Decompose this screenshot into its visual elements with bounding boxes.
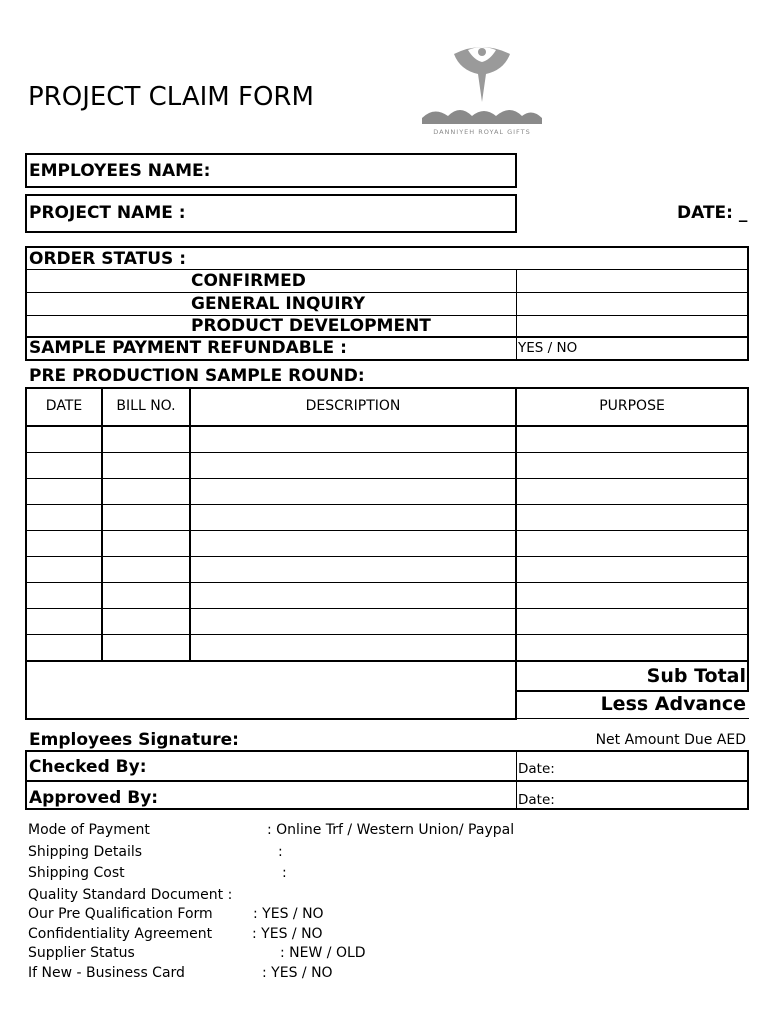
table-row[interactable] (26, 452, 748, 453)
notes-area[interactable] (25, 660, 517, 720)
sample-round-heading: PRE PRODUCTION SAMPLE ROUND: (29, 366, 365, 386)
table-row[interactable] (26, 634, 748, 635)
column-divider (189, 388, 191, 661)
sub-total-label: Sub Total (646, 665, 746, 687)
table-header-divider (26, 425, 748, 427)
divider (515, 718, 749, 719)
detail-label-quality-document: Quality Standard Document : (28, 887, 233, 903)
less-advance-label: Less Advance (600, 693, 746, 715)
detail-value-shipping-cost: : (282, 865, 287, 881)
detail-value-business-card: : YES / NO (262, 965, 333, 981)
table-row[interactable] (26, 582, 748, 583)
column-header-bill-no: BILL NO. (116, 398, 176, 414)
detail-value-supplier-status: : NEW / OLD (280, 945, 366, 961)
table-row[interactable] (26, 478, 748, 479)
net-amount-label: Net Amount Due AED (595, 732, 746, 748)
page-title: PROJECT CLAIM FORM (28, 82, 314, 112)
table-row[interactable] (26, 556, 748, 557)
approved-by-label: Approved By: (29, 788, 159, 808)
table-row[interactable] (26, 530, 748, 531)
sample-payment-value[interactable]: YES / NO (518, 340, 578, 356)
detail-label-supplier-status: Supplier Status (28, 945, 135, 961)
date-field[interactable]: DATE: _ (677, 203, 748, 223)
detail-label-shipping-details: Shipping Details (28, 844, 143, 860)
divider (26, 780, 748, 782)
divider (26, 292, 748, 293)
column-header-date: DATE (45, 398, 83, 414)
company-logo (414, 40, 550, 140)
employee-signature-label: Employees Signature: (29, 730, 239, 750)
detail-label-business-card: If New - Business Card (28, 965, 185, 981)
detail-value-payment: : Online Trf / Western Union/ Paypal (267, 822, 515, 838)
status-option-product-development[interactable]: PRODUCT DEVELOPMENT (191, 316, 431, 336)
divider (26, 269, 748, 270)
checked-by-date[interactable]: Date: (518, 761, 555, 777)
employees-name-label: EMPLOYEES NAME: (29, 161, 211, 181)
divider (516, 751, 517, 809)
sample-payment-label: SAMPLE PAYMENT REFUNDABLE : (29, 338, 347, 358)
checked-by-label: Checked By: (29, 757, 147, 777)
sample-round-table (25, 387, 749, 662)
detail-label-shipping-cost: Shipping Cost (28, 865, 125, 881)
order-status-label: ORDER STATUS : (29, 249, 186, 269)
divider (747, 660, 749, 692)
approved-by-date[interactable]: Date: (518, 792, 555, 808)
divider (516, 270, 517, 360)
table-row[interactable] (26, 608, 748, 609)
column-divider (515, 388, 517, 661)
status-option-confirmed[interactable]: CONFIRMED (191, 271, 306, 291)
column-header-description: DESCRIPTION (305, 398, 401, 414)
detail-label-pre-qualification: Our Pre Qualification Form (28, 906, 213, 922)
detail-value-shipping-details: : (278, 844, 283, 860)
table-row[interactable] (26, 504, 748, 505)
detail-value-pre-qualification: : YES / NO (253, 906, 324, 922)
status-option-general-inquiry[interactable]: GENERAL INQUIRY (191, 294, 366, 314)
project-name-label: PROJECT NAME : (29, 203, 186, 223)
detail-value-confidentiality: : YES / NO (252, 926, 323, 942)
column-header-purpose: PURPOSE (599, 398, 665, 414)
detail-label-payment: Mode of Payment (28, 822, 150, 838)
detail-label-confidentiality: Confidentiality Agreement (28, 926, 213, 942)
column-divider (101, 388, 103, 661)
divider (515, 690, 749, 692)
logo-caption: DANNIYEH ROYAL GIFTS (433, 128, 531, 136)
